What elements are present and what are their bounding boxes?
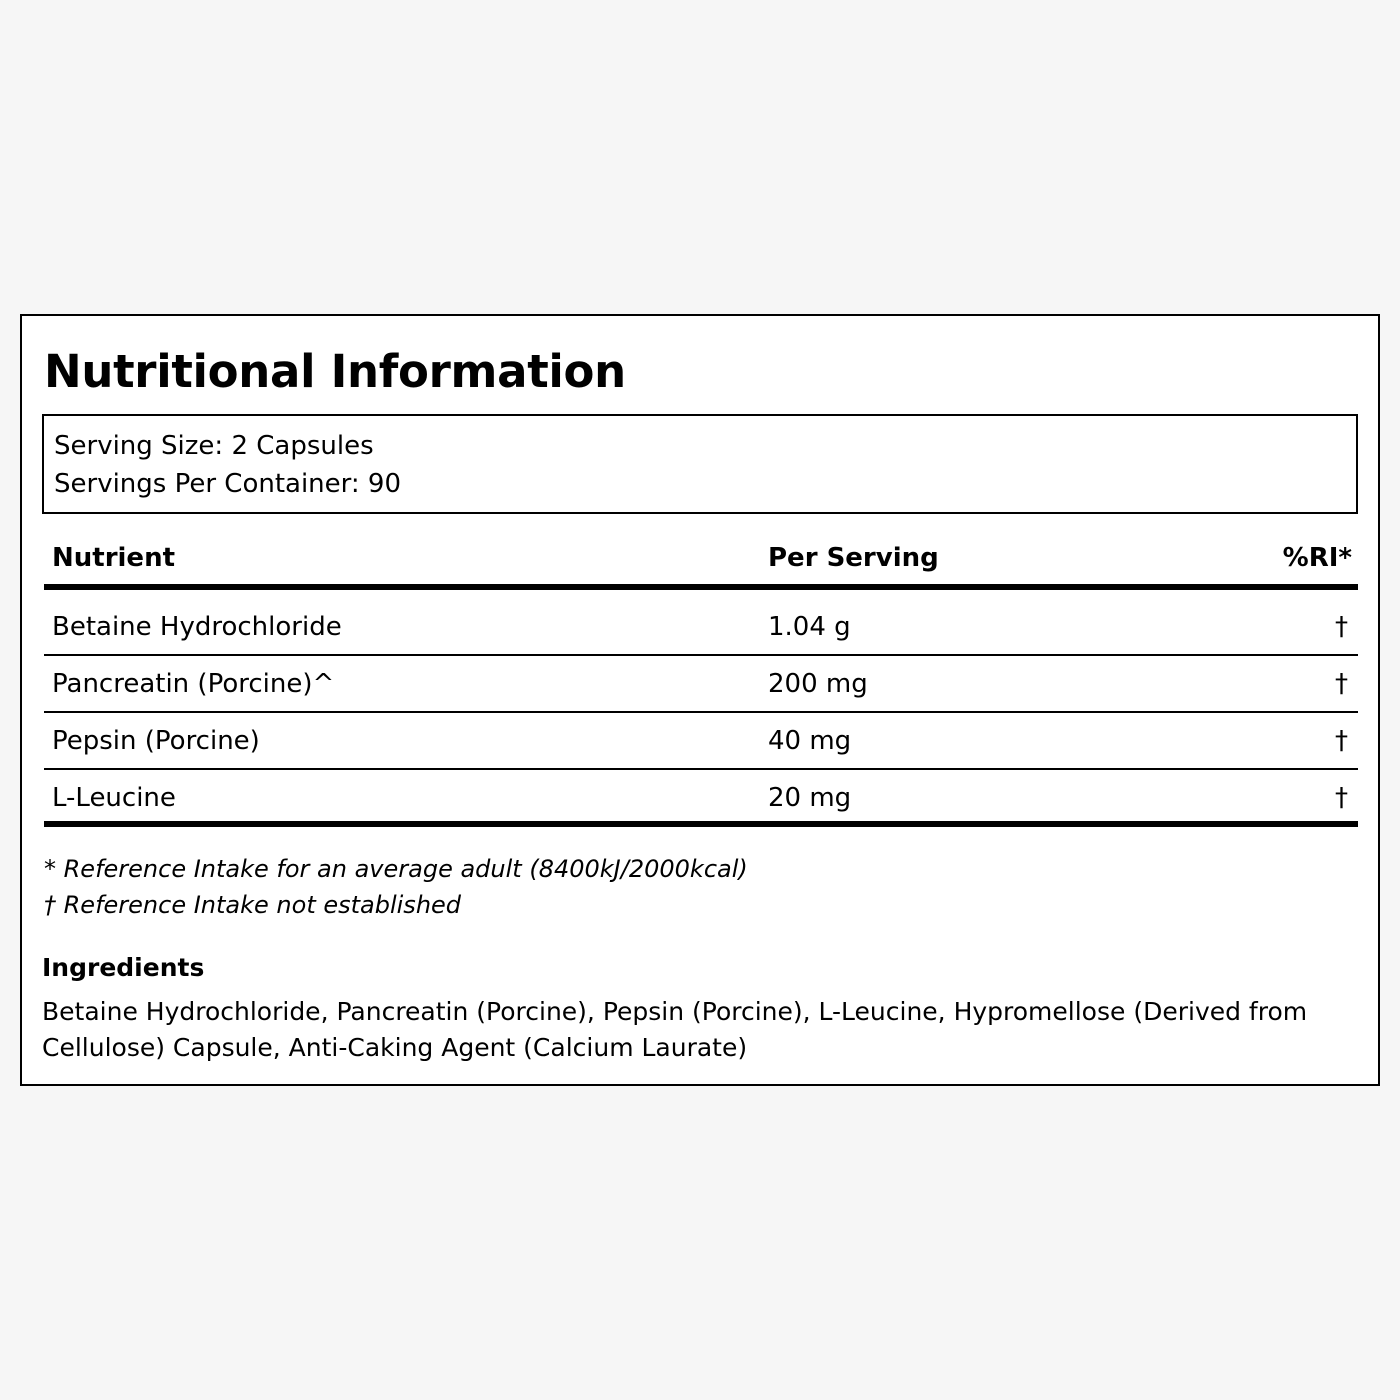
panel-title: Nutritional Information (44, 345, 626, 398)
footnote-not-established: † Reference Intake not established (44, 891, 462, 919)
nutrient-table-body (44, 599, 1358, 825)
table-row (44, 770, 1358, 825)
nutrient-ri: † (1335, 783, 1348, 813)
table-row (44, 599, 1358, 656)
header-divider (44, 584, 1358, 590)
nutrition-panel (20, 314, 1380, 1086)
nutrient-amount: 200 mg (768, 669, 868, 699)
nutrient-ri: † (1335, 612, 1348, 642)
nutrient-ri: † (1335, 726, 1348, 756)
nutrient-name: L-Leucine (52, 783, 176, 813)
nutrient-amount: 40 mg (768, 726, 852, 756)
column-header-ri: %RI* (1282, 543, 1352, 573)
nutrient-amount: 1.04 g (768, 612, 851, 642)
serving-size: Serving Size: 2 Capsules (54, 431, 374, 461)
servings-per-container: Servings Per Container: 90 (54, 469, 402, 499)
nutrient-name: Pancreatin (Porcine)^ (52, 669, 335, 699)
table-bottom-divider (44, 821, 1358, 827)
table-row (44, 656, 1358, 713)
nutrient-ri: † (1335, 669, 1348, 699)
ingredients-heading: Ingredients (42, 953, 205, 982)
nutrient-name: Betaine Hydrochloride (52, 612, 342, 642)
table-row (44, 713, 1358, 770)
nutrient-amount: 20 mg (768, 783, 852, 813)
ingredients-text: Betaine Hydrochloride, Pancreatin (Porcine), Pepsin (Porcine), L-Leucine, Hypromellose (Derived from Cellulose) Capsule, Anti-Caking Agent (Calcium Laurate) (42, 997, 1308, 1062)
nutrient-name: Pepsin (Porcine) (52, 726, 260, 756)
serving-info-box (42, 414, 1358, 514)
footnote-reference-intake: * Reference Intake for an average adult (8400kJ/2000kcal) (44, 855, 748, 883)
column-header-per-serving: Per Serving (768, 543, 939, 573)
nutrient-table-header (44, 538, 1358, 586)
column-header-nutrient: Nutrient (52, 543, 176, 573)
